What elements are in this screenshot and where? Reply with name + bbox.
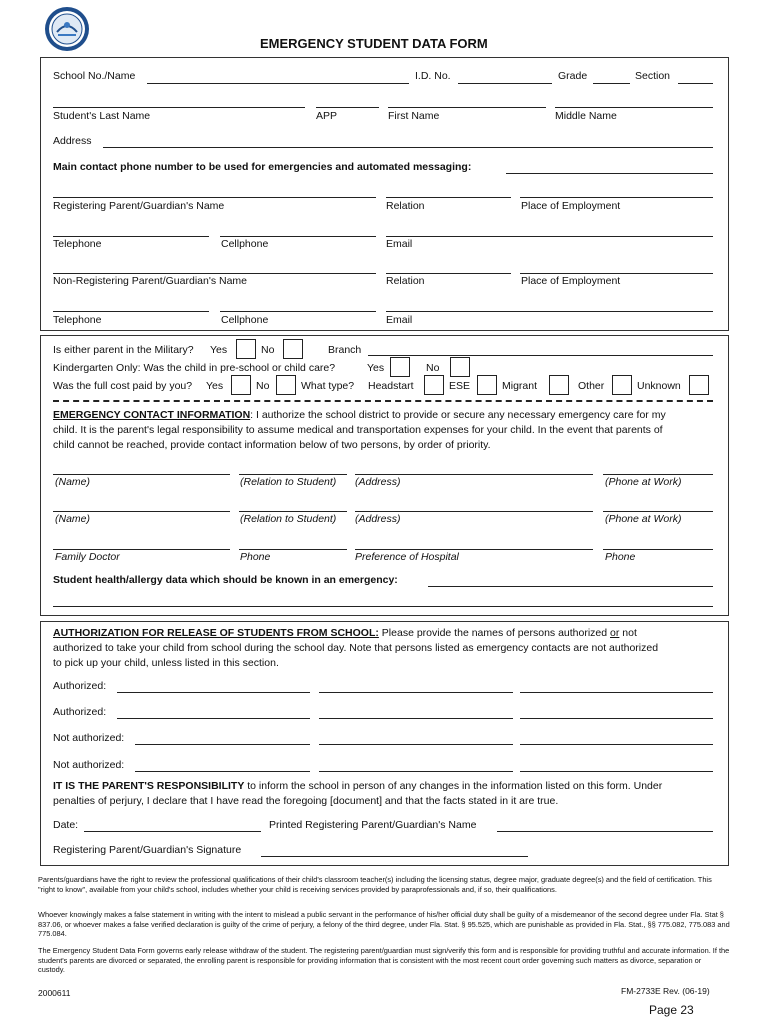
kinder-yes-checkbox[interactable] — [390, 357, 410, 377]
main-phone-field[interactable] — [506, 173, 713, 174]
first-name-label: First Name — [388, 110, 440, 122]
contact2-phone-field[interactable] — [603, 511, 713, 512]
contact2-relation-label: (Relation to Student) — [240, 513, 337, 525]
contact2-address-label: (Address) — [355, 513, 401, 525]
health-field-2[interactable] — [53, 606, 713, 607]
nonreg-cellphone-label: Cellphone — [221, 314, 269, 326]
date-label: Date: — [53, 819, 79, 831]
auth-text-2: authorized to take your child from school during the school day. Note that persons listed as emergency contacts are not authorized — [53, 642, 659, 654]
contact2-relation-field[interactable] — [239, 511, 347, 512]
hospital-phone-label: Phone — [605, 551, 636, 563]
last-name-field[interactable] — [53, 107, 305, 108]
reg-cellphone-label: Cellphone — [221, 238, 269, 250]
authorized-1-field-b[interactable] — [319, 692, 513, 693]
ese-label: ESE — [449, 380, 471, 392]
false-statement-note: Whoever knowingly makes a false statement in writing with the intent to mislead a public servant in the performance of his/her official duty shall be guilty of a misdemeanor of the second degree under Fla. Stat § 837.06, or whoever makes a false verified declaration is guilty of the crime of perjury, a felony of the third degree, under Fla. Stat. § 95.525, which are punishable as provided in Fla. Stat., §§ 775.082, 775.083 and 775.084. — [38, 910, 730, 939]
nonreg-email-field[interactable] — [386, 311, 713, 312]
not-authorized-2-field-a[interactable] — [135, 771, 310, 772]
auth-text-1b: not — [619, 627, 637, 639]
cost-no-label: No — [256, 380, 270, 392]
unknown-label: Unknown — [637, 380, 681, 392]
headstart-label: Headstart — [368, 380, 414, 392]
contact1-relation-field[interactable] — [239, 474, 347, 475]
page-number: Page 23 — [649, 1003, 694, 1017]
district-seal-icon — [44, 6, 90, 52]
app-label: APP — [316, 110, 338, 122]
nonreg-relation-field[interactable] — [386, 273, 511, 274]
grade-label: Grade — [558, 70, 588, 82]
doctor-field[interactable] — [53, 549, 230, 550]
first-name-field[interactable] — [388, 107, 546, 108]
reg-cellphone-field[interactable] — [220, 236, 376, 237]
middle-name-field[interactable] — [555, 107, 713, 108]
address-label: Address — [53, 135, 92, 147]
hospital-phone-field[interactable] — [603, 549, 713, 550]
reg-relation-field[interactable] — [386, 197, 511, 198]
not-authorized-label-2: Not authorized: — [53, 759, 125, 771]
other-label: Other — [578, 380, 605, 392]
nonreg-relation-label: Relation — [386, 275, 425, 287]
right-to-know-note: Parents/guardians have the right to review the professional qualifications of their child's classroom teacher(s) including the licensing status, degree major, graduate degree(s) and the field of certification. This "right to know", available from your child's school, includes whether your child is receiving services provided by paraprofessionals and, if so, their qualifications. — [38, 875, 712, 894]
not-authorized-1-field-a[interactable] — [135, 744, 310, 745]
contact1-relation-label: (Relation to Student) — [240, 476, 337, 488]
id-label: I.D. No. — [415, 70, 451, 82]
military-no-checkbox[interactable] — [283, 339, 303, 359]
not-authorized-1-field-c[interactable] — [520, 744, 713, 745]
authorized-2-field-c[interactable] — [520, 718, 713, 719]
responsibility-text-1: to inform the school in person of any changes in the information listed on this form. Under — [244, 780, 663, 792]
contact1-address-label: (Address) — [355, 476, 401, 488]
doctor-phone-field[interactable] — [239, 549, 347, 550]
auth-text-1a: Please provide the names of persons authorized — [378, 627, 611, 639]
contact2-name-field[interactable] — [53, 511, 230, 512]
authorized-2-field-b[interactable] — [319, 718, 513, 719]
section-field[interactable] — [678, 83, 713, 84]
app-field[interactable] — [316, 107, 379, 108]
reg-employment-field[interactable] — [520, 197, 713, 198]
cost-question: Was the full cost paid by you? — [53, 380, 193, 392]
military-question: Is either parent in the Military? — [53, 344, 194, 356]
reg-email-field[interactable] — [386, 236, 713, 237]
reg-telephone-field[interactable] — [53, 236, 209, 237]
cost-yes-checkbox[interactable] — [231, 375, 251, 395]
nonreg-telephone-field[interactable] — [53, 311, 209, 312]
emergency-text-1: : I authorize the school district to provide or secure any necessary emergency care for my — [250, 409, 666, 421]
hospital-field[interactable] — [355, 549, 593, 550]
not-authorized-1-field-b[interactable] — [319, 744, 513, 745]
not-authorized-2-field-b[interactable] — [319, 771, 513, 772]
kinder-no-label: No — [426, 362, 440, 374]
military-yes-label: Yes — [210, 344, 228, 356]
kinder-question: Kindergarten Only: Was the child in pre-school or child care? — [53, 362, 336, 374]
cost-yes-label: Yes — [206, 380, 224, 392]
printed-name-field[interactable] — [497, 831, 713, 832]
section-label: Section — [635, 70, 671, 82]
id-field[interactable] — [458, 83, 552, 84]
authorized-label-2: Authorized: — [53, 706, 107, 718]
emergency-text-2: child. It is the parent's legal responsibility to assume medical and transportation expenses for your child. In the event that parents of — [53, 424, 663, 436]
contact1-phone-label: (Phone at Work) — [605, 476, 682, 488]
contact1-phone-field[interactable] — [603, 474, 713, 475]
authorized-2-field-a[interactable] — [117, 718, 310, 719]
early-release-note: The Emergency Student Data Form governs early release withdraw of the student. The registering parent/guardian must sign/verify this form and is responsible for providing truthful and accurate information. If the student's parents are divorced or separated, the enrolling parent is responsible for providing information that is consistent with the most recent court order governing such matters as divorce, separation or custody. — [38, 946, 730, 975]
responsibility-paragraph — [53, 779, 721, 809]
form-code-right: FM-2733E Rev. (06-19) — [621, 986, 710, 996]
address-field[interactable] — [103, 147, 713, 148]
nonreg-parent-name-field[interactable] — [53, 273, 376, 274]
doctor-label: Family Doctor — [55, 551, 120, 563]
kinder-yes-label: Yes — [367, 362, 385, 374]
main-phone-label: Main contact phone number to be used for emergencies and automated messaging: — [53, 161, 472, 173]
nonreg-email-label: Email — [386, 314, 413, 326]
contact2-phone-label: (Phone at Work) — [605, 513, 682, 525]
branch-field[interactable] — [368, 355, 713, 356]
reg-parent-name-field[interactable] — [53, 197, 376, 198]
contact1-name-label: (Name) — [55, 476, 91, 488]
date-field[interactable] — [84, 831, 261, 832]
auth-heading: AUTHORIZATION FOR RELEASE OF STUDENTS FROM SCHOOL: — [53, 627, 379, 639]
ese-checkbox[interactable] — [477, 375, 497, 395]
auth-paragraph — [53, 626, 721, 671]
auth-text-3: to pick up your child, unless listed in this section. — [53, 657, 279, 669]
emergency-heading: EMERGENCY CONTACT INFORMATION — [53, 409, 251, 421]
last-name-label: Student's Last Name — [53, 110, 151, 122]
contact2-address-field[interactable] — [355, 511, 593, 512]
health-field[interactable] — [428, 586, 713, 587]
authorized-1-field-a[interactable] — [117, 692, 310, 693]
dashed-divider — [53, 400, 713, 402]
military-no-label: No — [261, 344, 275, 356]
hospital-label: Preference of Hospital — [355, 551, 459, 563]
branch-label: Branch — [328, 344, 362, 356]
nonreg-parent-label: Non-Registering Parent/Guardian's Name — [53, 275, 248, 287]
reg-telephone-label: Telephone — [53, 238, 102, 250]
not-authorized-2-field-c[interactable] — [520, 771, 713, 772]
school-label: School No./Name — [53, 70, 136, 82]
kinder-no-checkbox[interactable] — [450, 357, 470, 377]
nonreg-cellphone-field[interactable] — [220, 311, 376, 312]
emergency-paragraph — [53, 408, 721, 453]
contact1-address-field[interactable] — [355, 474, 593, 475]
military-yes-checkbox[interactable] — [236, 339, 256, 359]
auth-text-or: or — [610, 627, 620, 639]
what-type-label: What type? — [301, 380, 355, 392]
reg-parent-label: Registering Parent/Guardian's Name — [53, 200, 225, 212]
printed-name-label: Printed Registering Parent/Guardian's Name — [269, 819, 477, 831]
headstart-checkbox[interactable] — [424, 375, 444, 395]
signature-label: Registering Parent/Guardian's Signature — [53, 844, 242, 856]
health-label: Student health/allergy data which should be known in an emergency: — [53, 574, 398, 586]
nonreg-employment-label: Place of Employment — [521, 275, 621, 287]
student-info-section — [40, 57, 729, 331]
page-title: EMERGENCY STUDENT DATA FORM — [260, 36, 488, 51]
reg-relation-label: Relation — [386, 200, 425, 212]
cost-no-checkbox[interactable] — [276, 375, 296, 395]
migrant-label: Migrant — [502, 380, 538, 392]
contact1-name-field[interactable] — [53, 474, 230, 475]
signature-field[interactable] — [261, 856, 528, 857]
doctor-phone-label: Phone — [240, 551, 271, 563]
form-code-left: 2000611 — [38, 988, 71, 998]
authorized-label-1: Authorized: — [53, 680, 107, 692]
middle-name-label: Middle Name — [555, 110, 617, 122]
migrant-checkbox[interactable] — [549, 375, 569, 395]
responsibility-heading: IT IS THE PARENT'S RESPONSIBILITY — [53, 780, 245, 792]
emergency-text-3: child cannot be reached, provide contact information below of two persons, by order of priority. — [53, 439, 491, 451]
school-field[interactable] — [147, 83, 409, 84]
nonreg-employment-field[interactable] — [520, 273, 713, 274]
reg-employment-label: Place of Employment — [521, 200, 621, 212]
nonreg-telephone-label: Telephone — [53, 314, 102, 326]
reg-email-label: Email — [386, 238, 413, 250]
unknown-checkbox[interactable] — [689, 375, 709, 395]
responsibility-text-2: penalties of perjury, I declare that I have read the foregoing [document] and that the facts stated in it are true. — [53, 795, 559, 807]
other-checkbox[interactable] — [612, 375, 632, 395]
not-authorized-label-1: Not authorized: — [53, 732, 125, 744]
contact2-name-label: (Name) — [55, 513, 91, 525]
grade-field[interactable] — [593, 83, 630, 84]
authorized-1-field-c[interactable] — [520, 692, 713, 693]
